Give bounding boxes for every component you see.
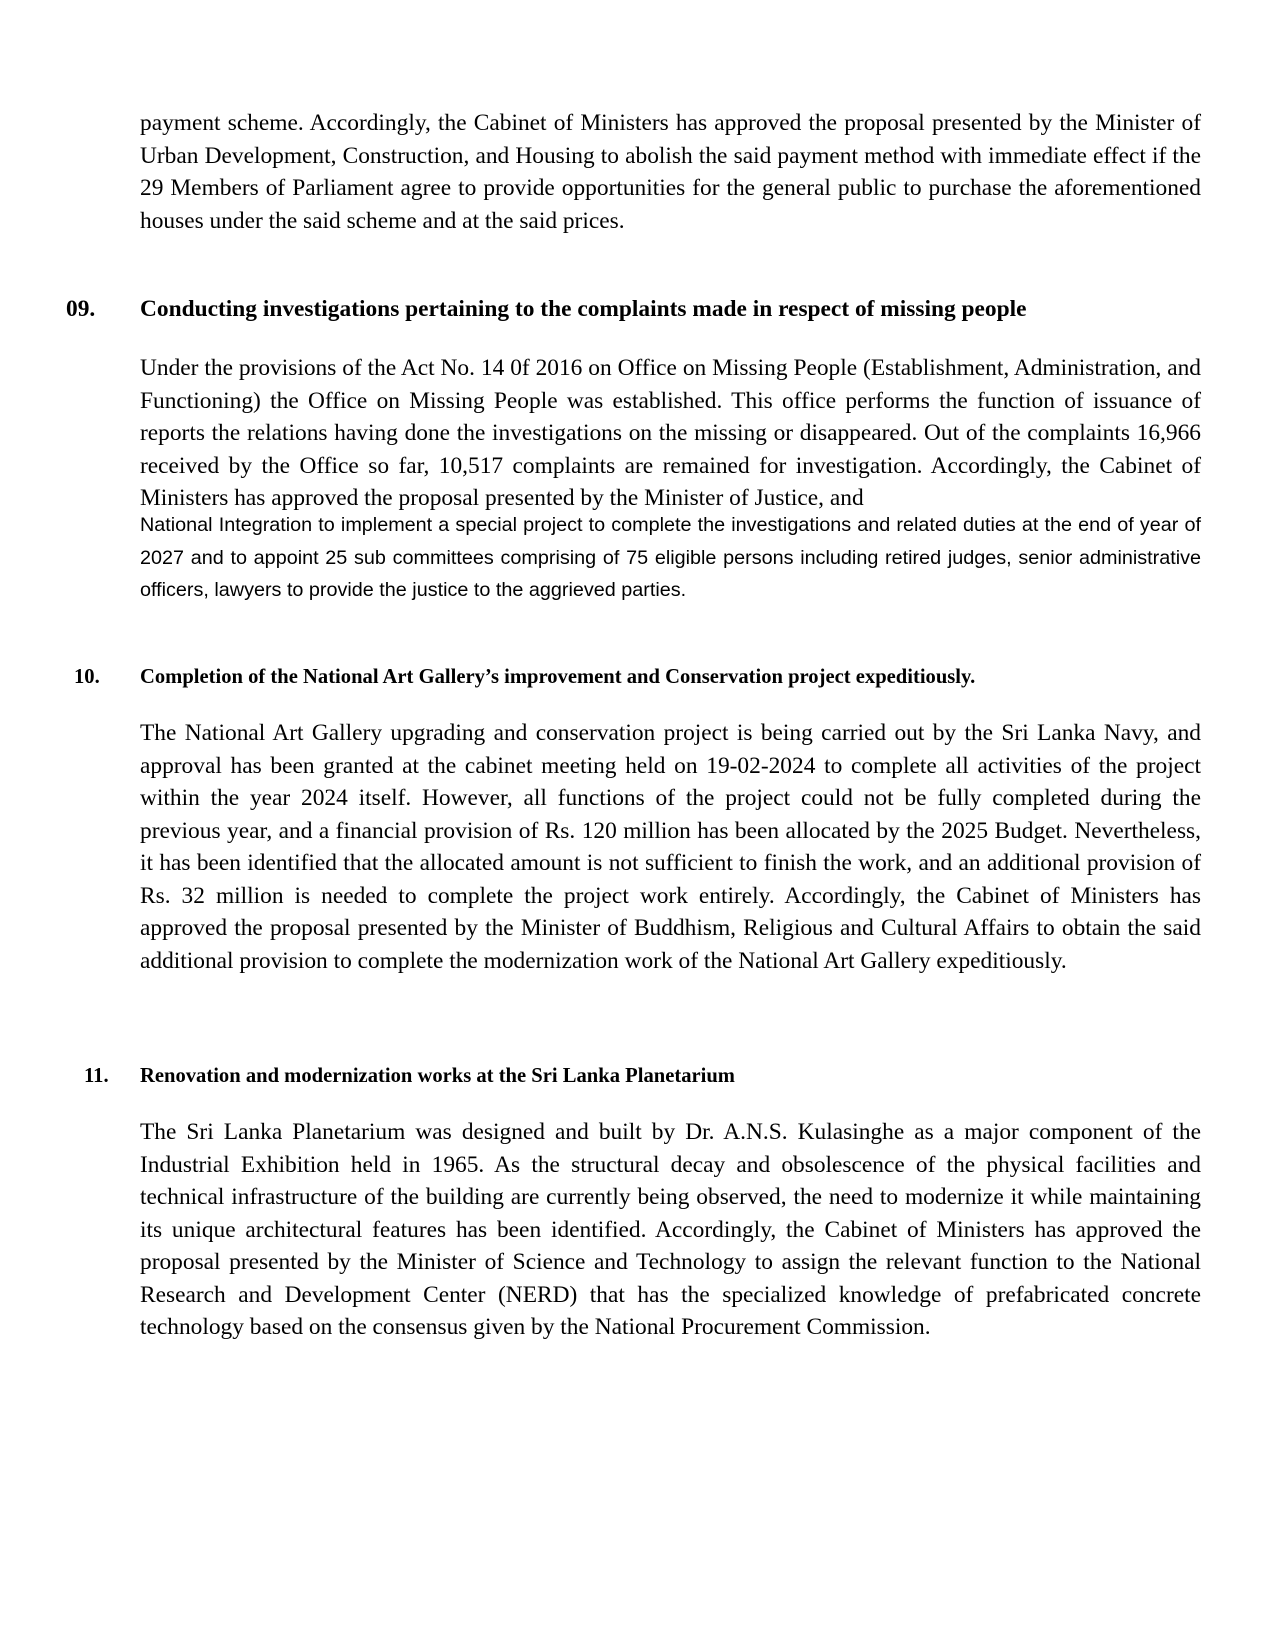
section-number-09: 09. [66,296,96,322]
section-title-09: Conducting investigations pertaining to the complaints made in respect of missing people [140,296,1027,322]
intro-paragraph: payment scheme. Accordingly, the Cabinet of Ministers has approved the proposal presented by the Minister of Urban Development, Construction, and Housing to abolish the said payment method with immediate effect if the 29 Members of Parliament agree to provide opportunities for the general public to purchase the aforementioned houses under the said scheme and at the said prices. [140,110,1201,234]
section-body-11: The Sri Lanka Planetarium was designed and built by Dr. A.N.S. Kulasinghe as a major component of the Industrial Exhibition held in 1965. As the structural decay and obsolescence of the physical facilities and technical infrastructure of the building are currently being observed, the need to modernize it while maintaining its unique architectural features has been identified. Accordingly, the Cabinet of Ministers has approved the proposal presented by the Minister of Science and Technology to assign the relevant function to the National Research and Development Center (NERD) that has the specialized knowledge of prefabricated concrete technology based on the consensus given by the National Procurement Commission. [140,1119,1201,1340]
section-number-10: 10. [74,666,100,688]
section-number-11: 11. [84,1065,109,1087]
section-title-11: Renovation and modernization works at the Sri Lanka Planetarium [140,1065,735,1087]
section-body-10: The National Art Gallery upgrading and conservation project is being carried out by the Sri Lanka Navy, and approval has been granted at the cabinet meeting held on 19-02-2024 to complete all activities of the project within the year 2024 itself. However, all functions of the project could not be fully completed during the previous year, and a financial provision of Rs. 120 million has been allocated by the 2025 Budget. Nevertheless, it has been identified that the allocated amount is not sufficient to finish the work, and an additional provision of Rs. 32 million is needed to complete the project work entirely. Accordingly, the Cabinet of Ministers has approved the proposal presented by the Minister of Buddhism, Religious and Cultural Affairs to obtain the said additional provision to complete the modernization work of the National Art Gallery expeditiously. [140,720,1201,974]
section-body-09-serif: Under the provisions of the Act No. 14 0f 2016 on Office on Missing People (Establishment, Administration, and Functioning) the Office on Missing People was established. This office performs the function of issuance of reports the relations having done the investigations on the missing or disappeared. Out of the complaints 16,966 received by the Office so far, 10,517 complaints are remained for investigation. Accordingly, the Cabinet of Ministers has approved the proposal presented by the Minister of Justice, and [140,355,1201,511]
section-title-10: Completion of the National Art Gallery’s improvement and Conservation project expeditiously. [140,666,976,688]
section-body-09-sans: National Integration to implement a special project to complete the investigations and related duties at the end of year of 2027 and to appoint 25 sub committees comprising of 75 eligible persons including retired judges, senior administrative officers, lawyers to provide the justice to the aggrieved parties. [140,514,1201,601]
